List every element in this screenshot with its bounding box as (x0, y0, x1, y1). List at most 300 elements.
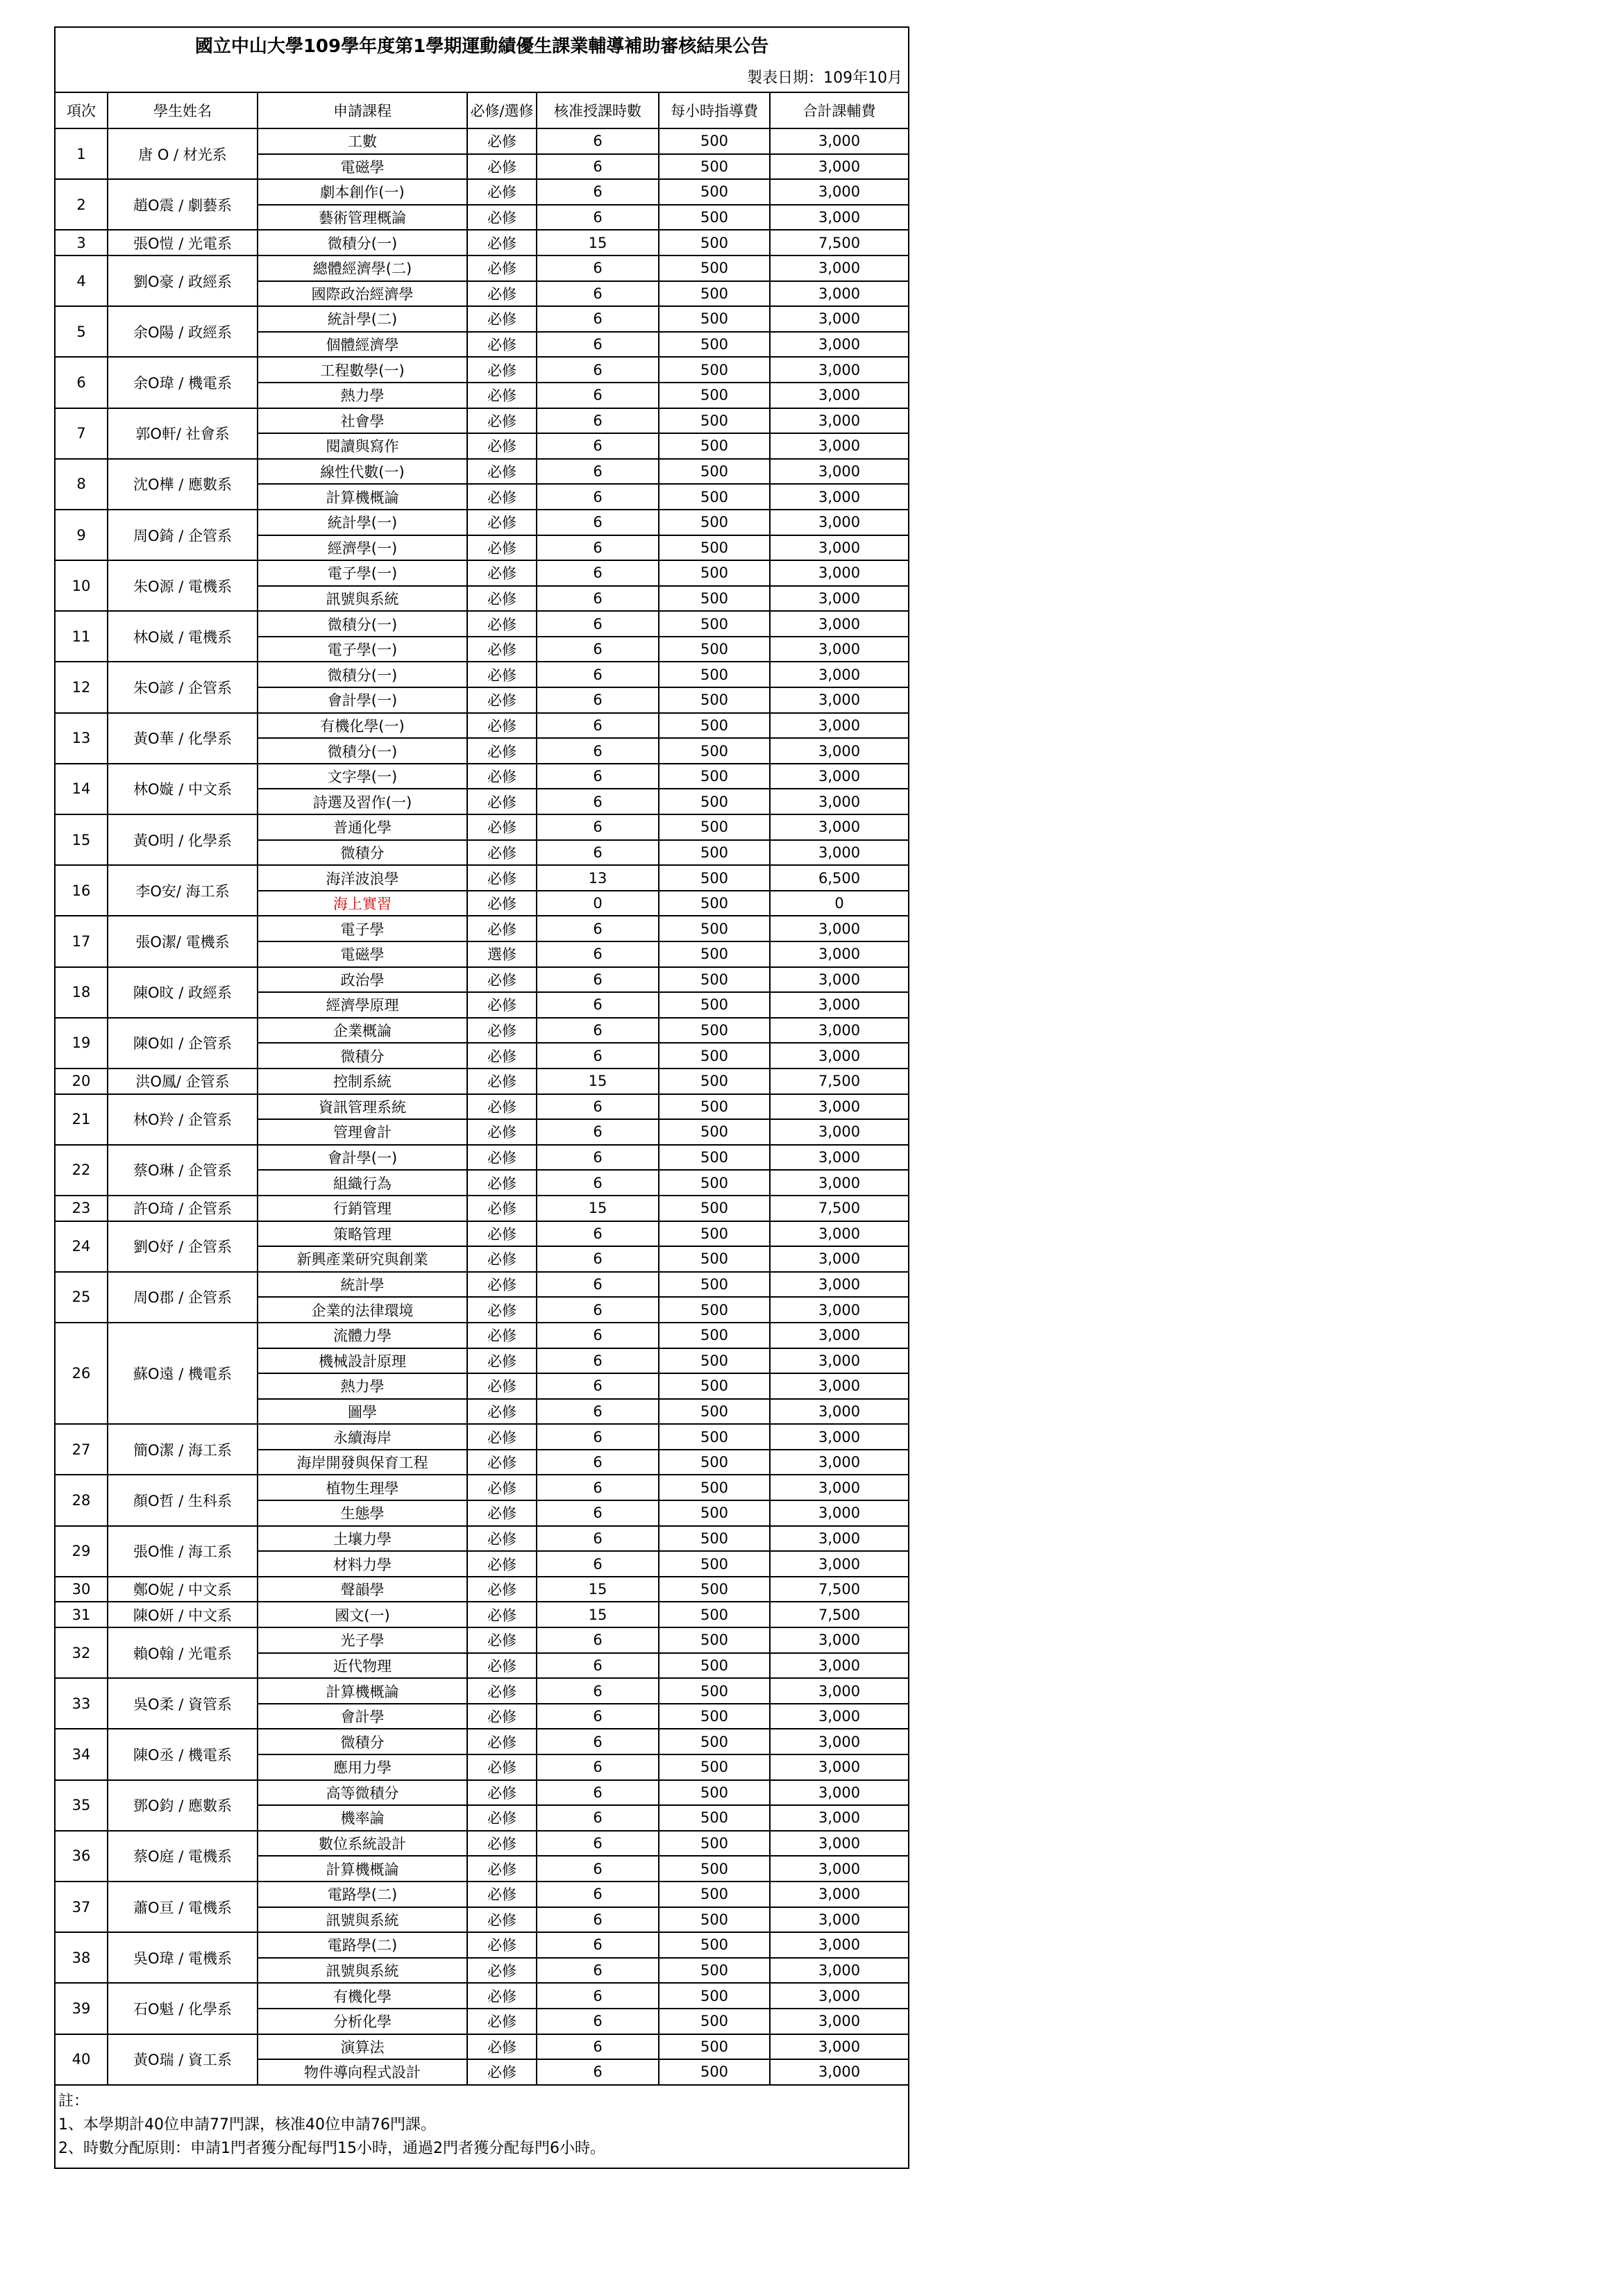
course-type: 必修 (467, 1094, 537, 1120)
total-fee: 3,000 (770, 789, 909, 814)
approved-hours: 6 (537, 1348, 659, 1374)
hourly-rate: 500 (659, 1602, 770, 1627)
course-name: 有機化學(一) (258, 713, 467, 739)
table-row (55, 1882, 909, 1907)
total-fee: 3,000 (770, 586, 909, 612)
col-header-no: 項次 (55, 92, 108, 128)
total-fee: 3,000 (770, 332, 909, 358)
hourly-rate: 500 (659, 1170, 770, 1196)
notes-section (55, 2085, 909, 2168)
table-row (55, 1094, 909, 1120)
record-number: 1 (55, 128, 108, 179)
approved-hours: 6 (537, 535, 659, 561)
approved-hours: 6 (537, 1373, 659, 1399)
student-name: 唐 O / 材光系 (108, 128, 258, 179)
total-fee: 3,000 (770, 941, 909, 967)
approved-hours: 6 (537, 1424, 659, 1450)
approved-hours: 6 (537, 1856, 659, 1882)
approved-hours: 6 (537, 1399, 659, 1425)
record-number: 15 (55, 814, 108, 865)
total-fee: 3,000 (770, 1323, 909, 1348)
record-number: 2 (55, 179, 108, 230)
hourly-rate: 500 (659, 306, 770, 332)
table-row (55, 357, 909, 383)
course-type: 必修 (467, 433, 537, 459)
student-name: 鄧O鈞 / 應數系 (108, 1780, 258, 1831)
table-row (55, 1323, 909, 1348)
total-fee: 3,000 (770, 637, 909, 662)
total-fee: 6,500 (770, 865, 909, 891)
total-fee: 3,000 (770, 992, 909, 1018)
total-fee: 3,000 (770, 1043, 909, 1069)
approved-hours: 6 (537, 2034, 659, 2060)
approved-hours: 6 (537, 789, 659, 814)
course-name: 藝術管理概論 (258, 205, 467, 231)
total-fee: 0 (770, 891, 909, 916)
course-type: 必修 (467, 1323, 537, 1348)
student-name: 周O郡 / 企管系 (108, 1272, 258, 1323)
table-row (55, 1526, 909, 1552)
hourly-rate: 500 (659, 764, 770, 789)
total-fee: 3,000 (770, 1119, 909, 1145)
course-type: 必修 (467, 459, 537, 485)
course-name: 管理會計 (258, 1119, 467, 1145)
table-row (55, 255, 909, 281)
total-fee: 3,000 (770, 1831, 909, 1857)
course-type: 選修 (467, 941, 537, 967)
total-fee: 3,000 (770, 1399, 909, 1425)
approved-hours: 6 (537, 1780, 659, 1806)
student-name: 賴O翰 / 光電系 (108, 1627, 258, 1678)
total-fee: 3,000 (770, 1907, 909, 1933)
hourly-rate: 500 (659, 1043, 770, 1069)
hourly-rate: 500 (659, 738, 770, 764)
col-header-type: 必修/選修 (467, 92, 537, 128)
records-body (55, 128, 909, 2085)
course-type: 必修 (467, 1958, 537, 1984)
course-type: 必修 (467, 1780, 537, 1806)
approved-hours: 6 (537, 814, 659, 840)
student-name: 林O嫙 / 中文系 (108, 764, 258, 814)
student-name: 黃O華 / 化學系 (108, 713, 258, 764)
course-name: 線性代數(一) (258, 459, 467, 485)
course-name: 計算機概論 (258, 1856, 467, 1882)
course-name: 計算機概論 (258, 1678, 467, 1704)
total-fee: 3,000 (770, 1246, 909, 1272)
course-name: 植物生理學 (258, 1475, 467, 1500)
course-type: 必修 (467, 1221, 537, 1247)
hourly-rate: 500 (659, 1399, 770, 1425)
record-number: 19 (55, 1018, 108, 1069)
course-type: 必修 (467, 1170, 537, 1196)
approved-hours: 6 (537, 1500, 659, 1526)
approved-hours: 15 (537, 1196, 659, 1221)
course-name: 應用力學 (258, 1754, 467, 1780)
approved-hours: 6 (537, 1018, 659, 1044)
course-name: 機率論 (258, 1805, 467, 1831)
course-type: 必修 (467, 764, 537, 789)
total-fee: 3,000 (770, 1678, 909, 1704)
hourly-rate: 500 (659, 1323, 770, 1348)
hourly-rate: 500 (659, 1373, 770, 1399)
hourly-rate: 500 (659, 1907, 770, 1933)
course-name: 微積分 (258, 1729, 467, 1754)
course-name: 海上實習 (258, 891, 467, 916)
total-fee: 3,000 (770, 1272, 909, 1298)
table-row (55, 230, 909, 255)
record-number: 14 (55, 764, 108, 814)
record-number: 4 (55, 255, 108, 306)
approved-hours: 6 (537, 1323, 659, 1348)
col-header-hours: 核准授課時數 (537, 92, 659, 128)
course-name: 會計學 (258, 1704, 467, 1729)
hourly-rate: 500 (659, 1094, 770, 1120)
record-number: 26 (55, 1323, 108, 1424)
approved-hours: 6 (537, 611, 659, 637)
table-row (55, 865, 909, 891)
total-fee: 3,000 (770, 764, 909, 789)
approved-hours: 6 (537, 1170, 659, 1196)
col-header-total: 合計課輔費 (770, 92, 909, 128)
total-fee: 7,500 (770, 1577, 909, 1602)
student-name: 吳O柔 / 資管系 (108, 1678, 258, 1729)
total-fee: 3,000 (770, 510, 909, 535)
record-number: 8 (55, 459, 108, 510)
student-name: 趙O震 / 劇藝系 (108, 179, 258, 230)
total-fee: 3,000 (770, 738, 909, 764)
approved-hours: 6 (537, 2059, 659, 2085)
course-type: 必修 (467, 408, 537, 434)
student-name: 林O崴 / 電機系 (108, 611, 258, 662)
record-number: 23 (55, 1196, 108, 1221)
course-type: 必修 (467, 1373, 537, 1399)
total-fee: 3,000 (770, 967, 909, 993)
course-name: 生態學 (258, 1500, 467, 1526)
approved-hours: 6 (537, 662, 659, 687)
total-fee: 3,000 (770, 840, 909, 866)
course-type: 必修 (467, 1018, 537, 1044)
approved-hours: 6 (537, 1145, 659, 1171)
table-row (55, 1932, 909, 1958)
course-type: 必修 (467, 484, 537, 510)
student-name: 石O魁 / 化學系 (108, 1983, 258, 2034)
course-name: 有機化學 (258, 1983, 467, 2009)
student-name: 吳O瑋 / 電機系 (108, 1932, 258, 1983)
approved-hours: 6 (537, 1627, 659, 1653)
table-row (55, 967, 909, 993)
document-title: 國立中山大學109學年度第1學期運動績優生課業輔導補助審核結果公告 (55, 27, 909, 61)
approved-hours: 6 (537, 687, 659, 713)
course-name: 光子學 (258, 1627, 467, 1653)
course-name: 國際政治經濟學 (258, 281, 467, 307)
total-fee: 3,000 (770, 1018, 909, 1044)
student-name: 朱O源 / 電機系 (108, 560, 258, 611)
course-type: 必修 (467, 1882, 537, 1907)
approved-hours: 6 (537, 941, 659, 967)
course-name: 微積分(一) (258, 230, 467, 255)
approved-hours: 6 (537, 1805, 659, 1831)
hourly-rate: 500 (659, 2059, 770, 2085)
student-name: 蔡O琳 / 企管系 (108, 1145, 258, 1196)
approved-hours: 6 (537, 1932, 659, 1958)
course-type: 必修 (467, 1805, 537, 1831)
results-table (54, 26, 909, 2169)
course-type: 必修 (467, 738, 537, 764)
table-row (55, 459, 909, 485)
total-fee: 3,000 (770, 433, 909, 459)
course-name: 物件導向程式設計 (258, 2059, 467, 2085)
hourly-rate: 500 (659, 560, 770, 586)
course-type: 必修 (467, 1653, 537, 1679)
table-row (55, 1018, 909, 1044)
approved-hours: 6 (537, 840, 659, 866)
table-row (55, 764, 909, 789)
hourly-rate: 500 (659, 687, 770, 713)
course-type: 必修 (467, 1196, 537, 1221)
record-number: 22 (55, 1145, 108, 1196)
hourly-rate: 500 (659, 205, 770, 231)
record-number: 3 (55, 230, 108, 255)
student-name: 林O羚 / 企管系 (108, 1094, 258, 1145)
table-row (55, 1145, 909, 1171)
course-type: 必修 (467, 1729, 537, 1754)
approved-hours: 6 (537, 1983, 659, 2009)
approved-hours: 6 (537, 1221, 659, 1247)
approved-hours: 6 (537, 637, 659, 662)
approved-hours: 6 (537, 1043, 659, 1069)
approved-hours: 6 (537, 1653, 659, 1679)
hourly-rate: 500 (659, 967, 770, 993)
total-fee: 3,000 (770, 560, 909, 586)
total-fee: 3,000 (770, 1958, 909, 1984)
total-fee: 7,500 (770, 230, 909, 255)
course-name: 新興產業研究與創業 (258, 1246, 467, 1272)
course-type: 必修 (467, 1297, 537, 1323)
hourly-rate: 500 (659, 433, 770, 459)
course-name: 經濟學原理 (258, 992, 467, 1018)
note-line-1: 1、本學期計40位申請77門課，核准40位申請76門課。 (58, 2115, 436, 2134)
course-name: 數位系統設計 (258, 1831, 467, 1857)
total-fee: 3,000 (770, 1170, 909, 1196)
table-row (55, 1069, 909, 1094)
notes-heading: 註： (58, 2092, 90, 2110)
table-row (55, 408, 909, 434)
hourly-rate: 500 (659, 1678, 770, 1704)
course-name: 微積分 (258, 1043, 467, 1069)
total-fee: 3,000 (770, 1704, 909, 1729)
table-row (55, 1424, 909, 1450)
total-fee: 3,000 (770, 1373, 909, 1399)
hourly-rate: 500 (659, 510, 770, 535)
course-type: 必修 (467, 535, 537, 561)
course-type: 必修 (467, 357, 537, 383)
course-type: 必修 (467, 1602, 537, 1627)
course-name: 劇本創作(一) (258, 179, 467, 205)
approved-hours: 6 (537, 1551, 659, 1577)
course-type: 必修 (467, 205, 537, 231)
student-name: 朱O諺 / 企管系 (108, 662, 258, 712)
total-fee: 7,500 (770, 1602, 909, 1627)
approved-hours: 15 (537, 1069, 659, 1094)
approved-hours: 6 (537, 484, 659, 510)
hourly-rate: 500 (659, 1526, 770, 1552)
student-name: 張O潔/ 電機系 (108, 916, 258, 966)
course-type: 必修 (467, 230, 537, 255)
approved-hours: 6 (537, 357, 659, 383)
student-name: 簡O潔 / 海工系 (108, 1424, 258, 1475)
table-row (55, 1221, 909, 1247)
student-name: 李O安/ 海工系 (108, 865, 258, 916)
table-row (55, 1602, 909, 1627)
record-number: 36 (55, 1831, 108, 1882)
record-number: 27 (55, 1424, 108, 1475)
hourly-rate: 500 (659, 230, 770, 255)
approved-hours: 6 (537, 128, 659, 154)
approved-hours: 6 (537, 713, 659, 739)
course-name: 微積分(一) (258, 662, 467, 687)
course-type: 必修 (467, 281, 537, 307)
record-number: 28 (55, 1475, 108, 1525)
student-name: 周O錡 / 企管系 (108, 510, 258, 560)
course-name: 閱讀與寫作 (258, 433, 467, 459)
student-name: 郭O軒/ 社會系 (108, 408, 258, 459)
hourly-rate: 500 (659, 332, 770, 358)
course-type: 必修 (467, 967, 537, 993)
table-row (55, 1780, 909, 1806)
approved-hours: 6 (537, 1272, 659, 1298)
hourly-rate: 500 (659, 1932, 770, 1958)
hourly-rate: 500 (659, 1475, 770, 1500)
col-header-course: 申請課程 (258, 92, 467, 128)
total-fee: 3,000 (770, 408, 909, 434)
course-name: 政治學 (258, 967, 467, 993)
record-number: 38 (55, 1932, 108, 1983)
course-type: 必修 (467, 611, 537, 637)
course-name: 聲韻學 (258, 1577, 467, 1602)
hourly-rate: 500 (659, 1577, 770, 1602)
total-fee: 3,000 (770, 713, 909, 739)
course-name: 電子學(一) (258, 560, 467, 586)
total-fee: 3,000 (770, 1526, 909, 1552)
approved-hours: 6 (537, 992, 659, 1018)
hourly-rate: 500 (659, 357, 770, 383)
table-row (55, 306, 909, 332)
record-number: 31 (55, 1602, 108, 1627)
course-name: 統計學(二) (258, 306, 467, 332)
total-fee: 3,000 (770, 535, 909, 561)
course-type: 必修 (467, 1704, 537, 1729)
course-name: 國文(一) (258, 1602, 467, 1627)
announcement-sheet (54, 26, 908, 2169)
course-type: 必修 (467, 383, 537, 408)
student-name: 余O陽 / 政經系 (108, 306, 258, 357)
record-number: 9 (55, 510, 108, 560)
table-row (55, 1831, 909, 1857)
table-row (55, 1196, 909, 1221)
total-fee: 3,000 (770, 459, 909, 485)
hourly-rate: 500 (659, 281, 770, 307)
course-name: 總體經濟學(二) (258, 255, 467, 281)
hourly-rate: 500 (659, 1983, 770, 2009)
hourly-rate: 500 (659, 1196, 770, 1221)
hourly-rate: 500 (659, 865, 770, 891)
record-number: 10 (55, 560, 108, 611)
total-fee: 3,000 (770, 1145, 909, 1171)
hourly-rate: 500 (659, 1729, 770, 1754)
course-name: 電路學(二) (258, 1932, 467, 1958)
table-row (55, 510, 909, 535)
approved-hours: 6 (537, 2009, 659, 2034)
total-fee: 3,000 (770, 1627, 909, 1653)
hourly-rate: 500 (659, 1882, 770, 1907)
table-row (55, 2034, 909, 2060)
approved-hours: 6 (537, 1475, 659, 1500)
table-row (55, 916, 909, 941)
approved-hours: 6 (537, 738, 659, 764)
total-fee: 3,000 (770, 1856, 909, 1882)
course-name: 策略管理 (258, 1221, 467, 1247)
hourly-rate: 500 (659, 1653, 770, 1679)
course-name: 機械設計原理 (258, 1348, 467, 1374)
total-fee: 7,500 (770, 1069, 909, 1094)
course-name: 演算法 (258, 2034, 467, 2060)
hourly-rate: 500 (659, 891, 770, 916)
total-fee: 3,000 (770, 2034, 909, 2060)
course-name: 普通化學 (258, 814, 467, 840)
hourly-rate: 500 (659, 916, 770, 941)
course-name: 電磁學 (258, 154, 467, 180)
course-name: 組織行為 (258, 1170, 467, 1196)
table-row (55, 1627, 909, 1653)
course-name: 圖學 (258, 1399, 467, 1425)
approved-hours: 6 (537, 433, 659, 459)
approved-hours: 6 (537, 383, 659, 408)
total-fee: 3,000 (770, 1297, 909, 1323)
course-type: 必修 (467, 128, 537, 154)
approved-hours: 6 (537, 1882, 659, 1907)
student-name: 沈O樺 / 應數系 (108, 459, 258, 510)
course-type: 必修 (467, 1119, 537, 1145)
approved-hours: 6 (537, 1678, 659, 1704)
course-name: 微積分(一) (258, 611, 467, 637)
course-name: 電子學 (258, 916, 467, 941)
total-fee: 3,000 (770, 611, 909, 637)
hourly-rate: 500 (659, 1856, 770, 1882)
course-type: 必修 (467, 1246, 537, 1272)
course-type: 必修 (467, 1932, 537, 1958)
hourly-rate: 500 (659, 789, 770, 814)
student-name: 張O愷 / 光電系 (108, 230, 258, 255)
approved-hours: 6 (537, 1297, 659, 1323)
course-type: 必修 (467, 865, 537, 891)
total-fee: 3,000 (770, 179, 909, 205)
record-number: 13 (55, 713, 108, 764)
hourly-rate: 500 (659, 459, 770, 485)
total-fee: 3,000 (770, 1780, 909, 1806)
hourly-rate: 500 (659, 1831, 770, 1857)
total-fee: 3,000 (770, 814, 909, 840)
course-type: 必修 (467, 1348, 537, 1374)
student-name: 陳O丞 / 機電系 (108, 1729, 258, 1779)
hourly-rate: 500 (659, 2034, 770, 2060)
course-type: 必修 (467, 1526, 537, 1552)
approved-hours: 6 (537, 1119, 659, 1145)
approved-hours: 6 (537, 1526, 659, 1552)
col-header-student: 學生姓名 (108, 92, 258, 128)
hourly-rate: 500 (659, 154, 770, 180)
course-name: 行銷管理 (258, 1196, 467, 1221)
hourly-rate: 500 (659, 383, 770, 408)
